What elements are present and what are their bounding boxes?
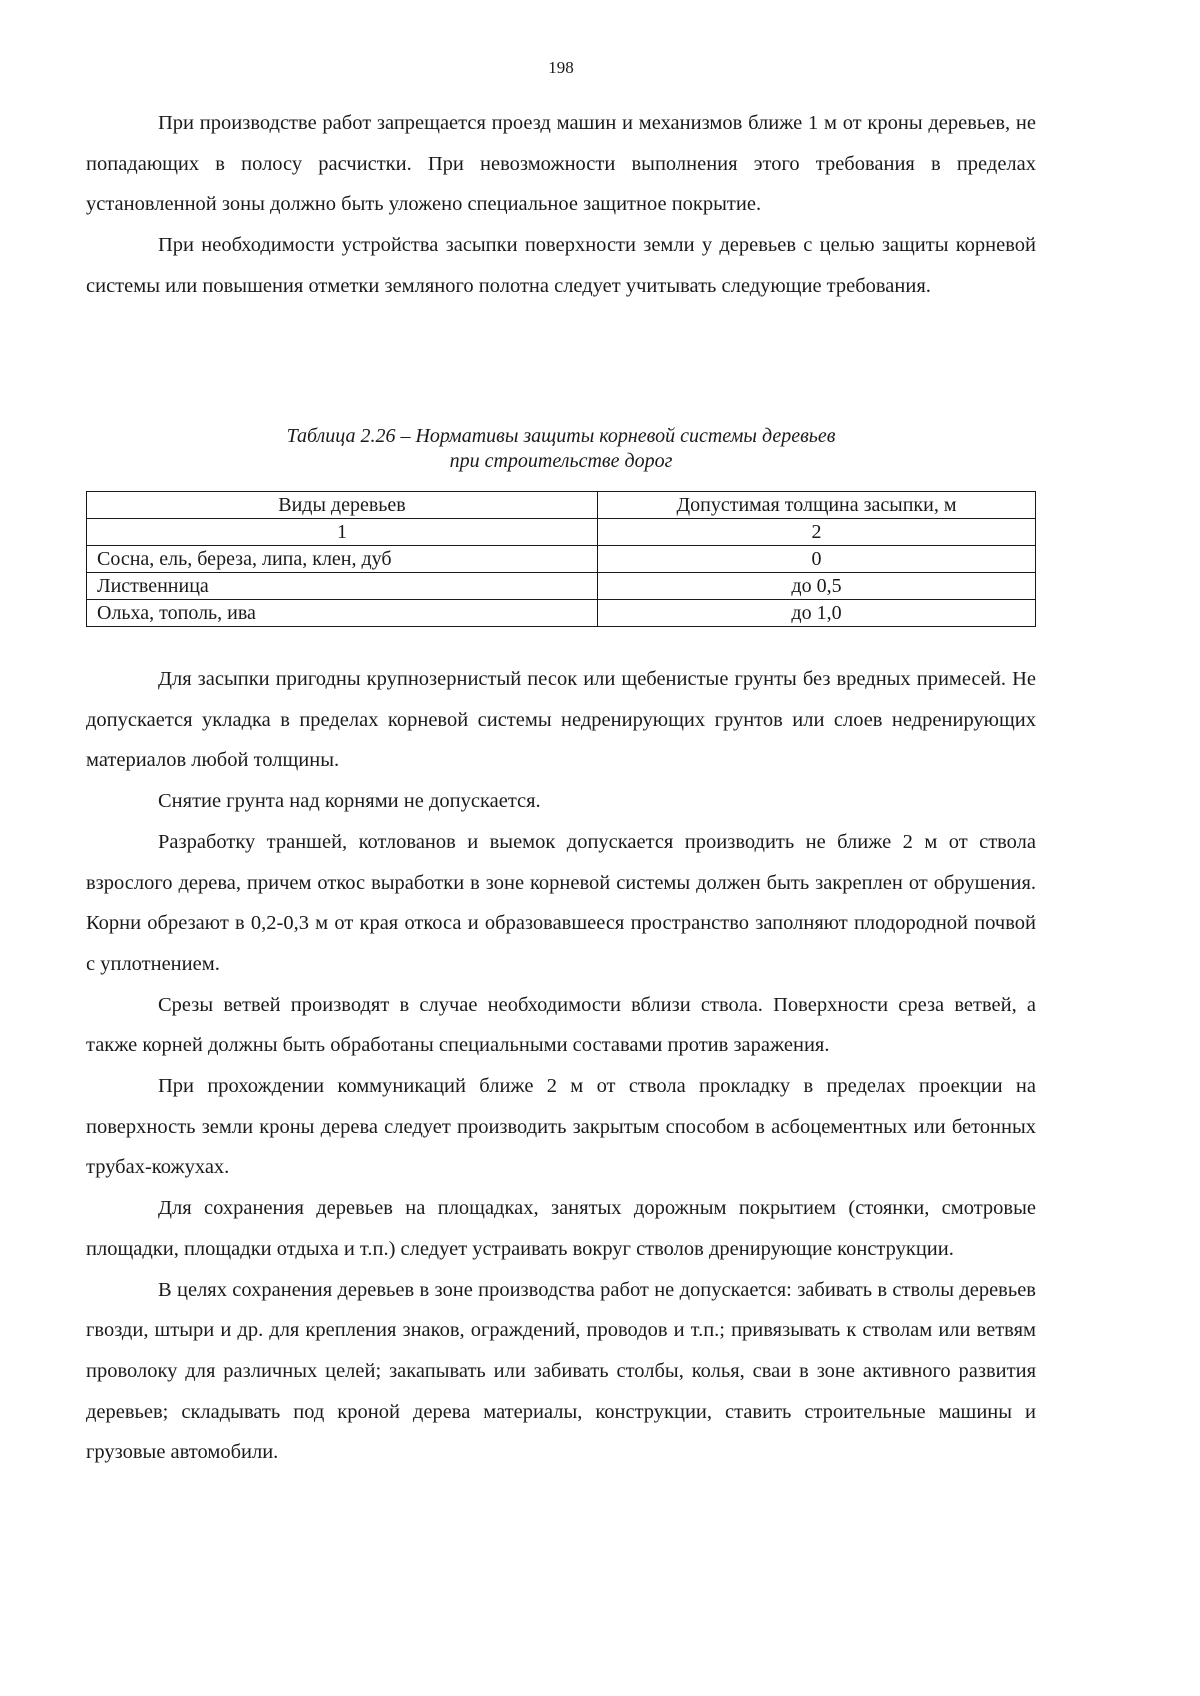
table-header-cell: Виды деревьев [87,492,598,519]
table-column-number: 1 [87,519,598,546]
table-cell-thickness: 0 [598,546,1036,573]
table-cell-thickness: до 1,0 [598,600,1036,627]
paragraph: При производстве работ запрещается проезд машин и механизмов ближе 1 м от кроны деревьев, не попадающих в полосу расчистки. При невозможности выполнения этого требования в пределах установленной зоны должно быть уложено специальное защитное покрытие. [86,112,1036,216]
paragraph: Для сохранения деревьев на площадках, занятых дорожным покрытием (стоянки, смотровые площадки, площадки отдыха и т.п.) следует устраивать вокруг стволов дренирующие конструкции. [86,1197,1036,1260]
paragraph: При прохождении коммуникаций ближе 2 м от ствола прокладку в пределах проекции на поверхность земли кроны дерева следует производить закрытым способом в асбоцементных или бетонных трубах-кожухах. [86,1075,1036,1179]
paragraph: При необходимости устройства засыпки поверхности земли у деревьев с целью защиты корневой системы или повышения отметки земляного полотна следует учитывать следующие требования. [86,234,1036,297]
table-row [87,600,1036,627]
paragraph: Срезы ветвей производят в случае необходимости вблизи ствола. Поверхности среза ветвей, а также корней должны быть обработаны специальными составами против заражения. [86,993,1036,1057]
table-column-number: 2 [598,519,1036,546]
table-caption [86,424,1036,473]
table-cell-tree-type: Лиственница [87,573,598,600]
page-number: 198 [548,58,574,77]
text-block-bottom [86,659,1036,1473]
table-row [87,573,1036,600]
paragraph: Снятие грунта над корнями не допускается. [158,790,541,813]
table-cell-thickness: до 0,5 [598,573,1036,600]
paragraph: Для засыпки пригодны крупнозернистый песок или щебенистые грунты без вредных примесей. Не допускается укладка в пределах корневой системы недренирующих грунтов или слоев недренирующих материалов любой толщины. [86,668,1036,772]
table-row [87,546,1036,573]
norms-table [86,491,1036,627]
paragraph: Разработку траншей, котлованов и выемок допускается производить не ближе 2 м от ствола взрослого дерева, причем откос выработки в зоне корневой системы должен быть закреплен от обрушения. Корни обрезают в 0,2-0,3 м от края откоса и образовавшееся пространство заполняют плодородной почвой с уплотнением. [86,830,1036,975]
table-header-row [87,492,1036,519]
table-caption-line: при строительстве дорог [449,449,673,472]
table-cell-tree-type: Ольха, тополь, ива [87,600,598,627]
table-header-cell: Допустимая толщина засыпки, м [598,492,1036,519]
table-column-number-row [87,519,1036,546]
paragraph: В целях сохранения деревьев в зоне производства работ не допускается: забивать в стволы деревьев гвозди, штыри и др. для крепления знаков, ограждений, проводов и т.п.; привязывать к стволам или ветвям проволоку для различных целей; закапывать или забивать столбы, колья, сваи в зоне активного развития деревьев; складывать под кроной дерева материалы, конструкции, ставить строительные машины и грузовые автомобили. [86,1278,1036,1464]
table-cell-tree-type: Сосна, ель, береза, липа, клен, дуб [87,546,598,573]
text-block-top [86,103,1036,307]
table-caption-line: Таблица 2.26 – Нормативы защиты корневой системы деревьев [286,425,836,447]
